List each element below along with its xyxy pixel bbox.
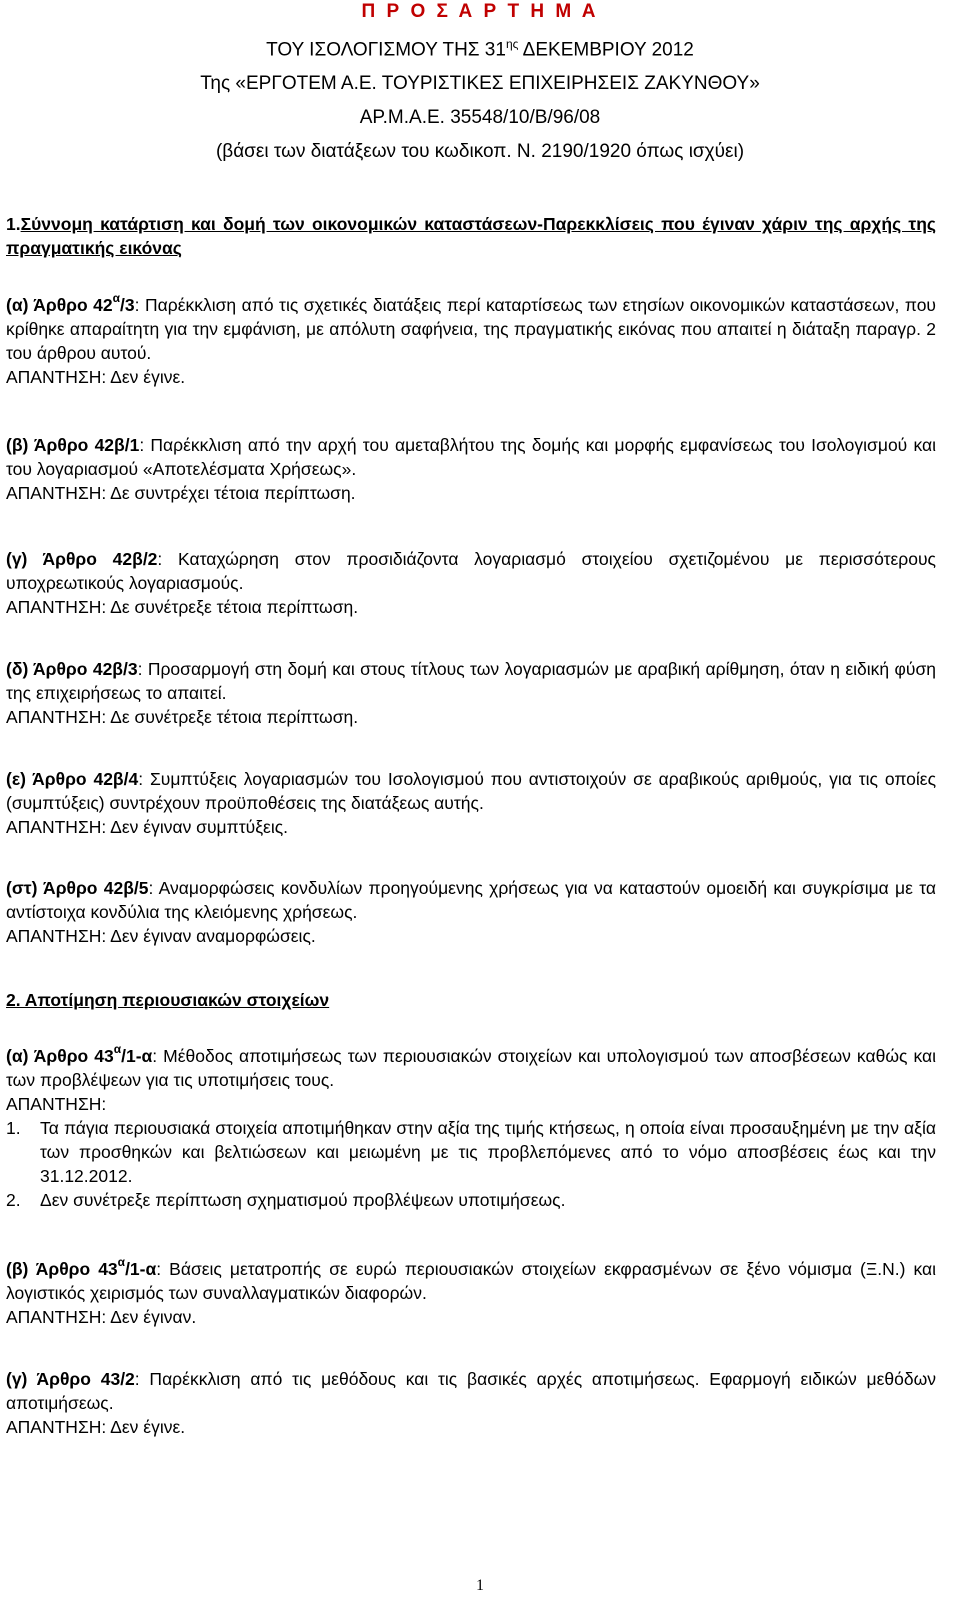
list-item: 2. Δεν συνέτρεξε περίπτωση σχηματισμού προβλέψεων υποτιμήσεως. bbox=[6, 1190, 566, 1210]
section-2-item-b: (β) Άρθρο $43^\alpha/1-\alpha$: Βάσεις μετατροπής σε ευρώ περιουσιακών στοιχείων εκφρασμένων σε ξένο νόμισμα (Ξ.Ν.) και λογιστικός χειρισμός των συναλλαγματικών διαφορών. ΑΠΑΝΤΗΣΗ: Δεν έγιναν. bbox=[6, 1255, 936, 1327]
answer: ΑΠΑΝΤΗΣΗ: Δεν έγιναν αναμορφώσεις. bbox=[6, 926, 316, 946]
section-1-item-e: (ε) Άρθρο 42β/4: Συμπτύξεις λογαριασμών του Ισολογισμού που αντιστοιχούν σε αραβικούς αριθμούς, για τις οποίες (συμπτύξεις) συντρέχουν προϋποθέσεις της διατάξεως αυτής. ΑΠΑΝΤΗΣΗ: Δεν έγιναν συμπτύξεις. bbox=[6, 769, 937, 837]
header-line-3: ΑΡ.Μ.Α.Ε. 35548/10/Β/96/08 bbox=[359, 107, 601, 129]
document-title: Π Ρ Ο Σ Α Ρ Τ Η Μ Α bbox=[361, 1, 599, 22]
section-1-heading: 1.Σύννομη κατάρτιση και δομή των οικονομικών καταστάσεων-Παρεκκλίσεις που έγιναν χάριν της αρχής της πραγματικής εικόνας bbox=[6, 214, 936, 258]
answer: ΑΠΑΝΤΗΣΗ: Δε συνέτρεξε τέτοια περίπτωση. bbox=[6, 707, 359, 727]
section-1-item-d: (δ) Άρθρο 42β/3: Προσαρμογή στη δομή και στους τίτλους των λογαριασμών με αραβική αρίθμηση, όταν η ειδική φύση της επιχειρήσεως το απαιτεί. ΑΠΑΝΤΗΣΗ: Δε συνέτρεξε τέτοια περίπτωση. bbox=[6, 659, 936, 727]
answer: ΑΠΑΝΤΗΣΗ: Δε συνέτρεξε τέτοια περίπτωση. bbox=[6, 597, 359, 617]
section-2-item-a: (α) Άρθρο $43^\alpha/1-\alpha$: Μέθοδος αποτιμήσεως των περιουσιακών στοιχείων και υπολογισμού των αποσβέσεων καθώς και των προβλέψεων για τις υποτιμήσεις τους. ΑΠΑΝΤΗΣΗ: 1. Τα πάγια περιουσιακά στοιχεία αποτιμήθηκαν στην αξία της τιμής κτήσεως, η οποία είναι προσαυξημένη με την αξία των προσθηκών και βελτιώσεων και μειωμένη με τις προβλεπόμενες από το νόμο αποσβέσεις έως και την 31.12.2012. 2. Δεν συνέτρεξε περίπτωση σχηματισμού προβλέψεων υποτιμήσεως. bbox=[6, 1042, 936, 1210]
section-2-heading bbox=[6, 988, 936, 1012]
page-number: 1 bbox=[476, 1577, 484, 1594]
list-item: 1. Τα πάγια περιουσιακά στοιχεία αποτιμήθηκαν στην αξία της τιμής κτήσεως, η οποία είναι προσαυξημένη με την αξία των προσθηκών και βελτιώσεων και μειωμένη με τις προβλεπόμενες από το νόμο αποσβέσεις έως και την 31.12.2012. bbox=[6, 1118, 936, 1186]
document-header bbox=[0, 0, 960, 167]
header-line-2: Της «ΕΡΓΟΤΕΜ Α.Ε. ΤΟΥΡΙΣΤΙΚΕΣ ΕΠΙΧΕΙΡΗΣΕΙΣ ΖΑΚΥΝΘΟΥ» bbox=[200, 73, 760, 95]
header-line-1: ΤΟΥ ΙΣΟΛΟΓΙΣΜΟΥ ΤΗΣ $31^{\eta\varsigma}$ ΔΕΚΕΜΒΡΙΟΥ 2012 bbox=[266, 37, 694, 61]
section-1-item-f: (στ) Άρθρο 42β/5: Αναμορφώσεις κονδυλίων προηγούμενης χρήσεως για να καταστούν ομοειδή και συγκρίσιμα με τα αντίστοιχα κονδύλια της κλειόμενης χρήσεως. ΑΠΑΝΤΗΣΗ: Δεν έγιναν αναμορφώσεις. bbox=[6, 878, 936, 946]
answer: ΑΠΑΝΤΗΣΗ: Δεν έγιναν. bbox=[6, 1307, 197, 1327]
header-line-4: (βάσει των διατάξεων του κωδικοπ. Ν. 2190/1920 όπως ισχύει) bbox=[215, 141, 745, 163]
answer: ΑΠΑΝΤΗΣΗ: Δε συντρέχει τέτοια περίπτωση. bbox=[6, 483, 356, 503]
answer: ΑΠΑΝΤΗΣΗ: Δεν έγινε. bbox=[6, 1417, 186, 1437]
answer: ΑΠΑΝΤΗΣΗ: Δεν έγιναν συμπτύξεις. bbox=[6, 817, 289, 837]
answer: ΑΠΑΝΤΗΣΗ: Δεν έγινε. bbox=[6, 367, 186, 387]
section-1-item-a: (α) Άρθρο $42^\alpha/3$: Παρέκκλιση από τις σχετικές διατάξεις περί καταρτίσεως των ετησίων οικονομικών καταστάσεων, που κρίθηκε απαραίτητη για την εμφάνιση, με απόλυτη σαφήνεια, της πραγματικής εικόνας που απαιτεί η διάταξη παραγρ. 2 του άρθρου αυτού. ΑΠΑΝΤΗΣΗ: Δεν έγινε. bbox=[6, 291, 936, 387]
section-2-item-c: (γ) Άρθρο 43/2: Παρέκκλιση από τις μεθόδους και τις βασικές αρχές αποτιμήσεως. Εφαρμογή ειδικών μεθόδων αποτιμήσεως. ΑΠΑΝΤΗΣΗ: Δεν έγινε. bbox=[6, 1369, 936, 1437]
answer: ΑΠΑΝΤΗΣΗ: bbox=[6, 1094, 107, 1114]
section-1-item-c: (γ) Άρθρο 42β/2: Καταχώρηση στον προσιδιάζοντα λογαριασμό στοιχείου σχετιζομένου με περισσότερους υποχρεωτικούς λογαριασμούς. ΑΠΑΝΤΗΣΗ: Δε συνέτρεξε τέτοια περίπτωση. bbox=[6, 549, 936, 617]
section-1-title: Σύννομη κατάρτιση και δομή των οικονομικών καταστάσεων-Παρεκκλίσεις που έγιναν χάριν της αρχής της πραγματικής εικόνας bbox=[6, 214, 936, 258]
section-1-item-b: (β) Άρθρο 42β/1: Παρέκκλιση από την αρχή του αμεταβλήτου της δομής και μορφής εμφανίσεως του Ισολογισμού και του λογαριασμού «Αποτελέσματα Χρήσεως». ΑΠΑΝΤΗΣΗ: Δε συντρέχει τέτοια περίπτωση. bbox=[6, 435, 937, 503]
section-2-title: 2. Αποτίμηση περιουσιακών στοιχείων bbox=[6, 990, 330, 1010]
